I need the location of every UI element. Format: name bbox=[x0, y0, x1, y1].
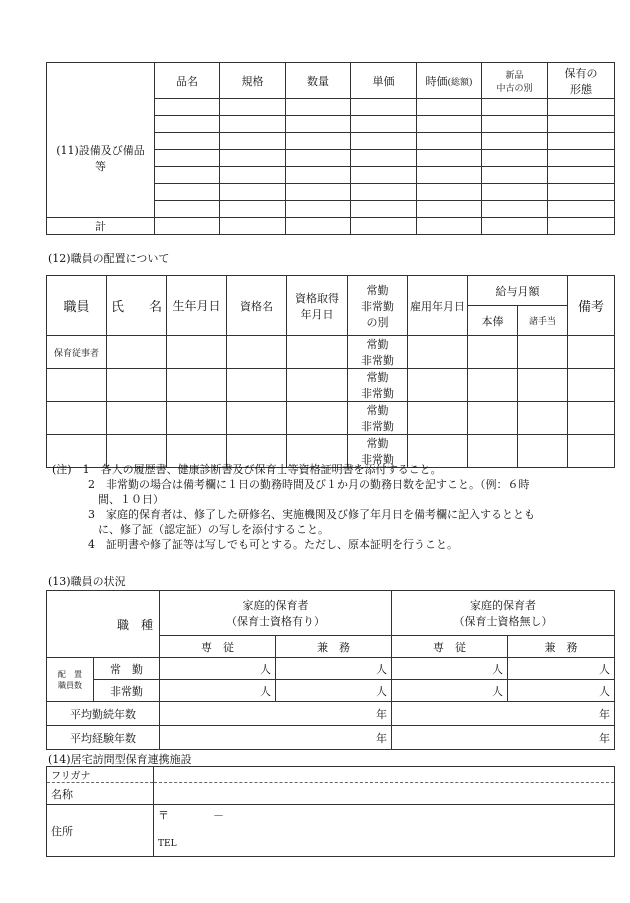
h-note: 備考 bbox=[568, 276, 615, 336]
h-salary: 給与月額 bbox=[468, 276, 568, 306]
avg-years-label: 平均勤続年数 bbox=[47, 702, 160, 726]
name-label: 名称 bbox=[47, 783, 154, 805]
g1-sen: 専 従 bbox=[160, 636, 276, 658]
section13-title: (13)職員の状況 bbox=[48, 575, 126, 588]
full-label: 常 勤 bbox=[94, 658, 160, 680]
col-qty: 数量 bbox=[286, 63, 351, 99]
address-label: 住所 bbox=[47, 805, 154, 857]
cell-person: 人 bbox=[392, 658, 508, 680]
avg-exp-g2: 年 bbox=[392, 726, 615, 750]
part-label: 非常勤 bbox=[94, 680, 160, 702]
g2-sen: 専 従 bbox=[392, 636, 508, 658]
group1: 家庭的保育者 （保育士資格有り） bbox=[160, 591, 392, 636]
row1-type: 常勤 非常勤 bbox=[348, 336, 408, 369]
note-3a: 3 家庭的保育者は、修了した研修名、実施機関及び修了年月日を備考欄に記入するととも bbox=[88, 508, 535, 521]
col-market-value: 時価(総額) bbox=[417, 63, 482, 99]
h-qual-date: 資格取得 年月日 bbox=[287, 276, 348, 336]
g1-ken: 兼 務 bbox=[276, 636, 392, 658]
col-spec: 規格 bbox=[220, 63, 286, 99]
section14-title: (14)居宅訪問型保育連携施設 bbox=[48, 753, 192, 766]
avg-years-g1: 年 bbox=[160, 702, 392, 726]
note-1: 1 各人の履歴書、健康診断書及び保育士等資格証明書を添付すること。 bbox=[82, 463, 442, 476]
h-type: 常勤 非常勤 の別 bbox=[348, 276, 408, 336]
cell-person: 人 bbox=[508, 658, 615, 680]
haichi-label: 配 置 職員数 bbox=[47, 658, 94, 702]
h-role: 職員 bbox=[47, 276, 107, 336]
row4-type: 常勤 非常勤 bbox=[348, 435, 408, 468]
cell-person: 人 bbox=[276, 658, 392, 680]
notes bbox=[52, 462, 612, 552]
avg-years-g2: 年 bbox=[392, 702, 615, 726]
tel-label: TEL bbox=[158, 839, 177, 849]
h-allow: 諸手当 bbox=[518, 306, 568, 336]
address-field[interactable] bbox=[154, 805, 615, 857]
row2-type: 常勤 非常勤 bbox=[348, 369, 408, 402]
note-2b: 間、１０日） bbox=[98, 493, 164, 506]
note-2a: 2 非常勤の場合は備考欄に１日の勤務時間及び１か月の勤務日数を記すこと。（例：６時 bbox=[88, 478, 530, 491]
g2-ken: 兼 務 bbox=[508, 636, 615, 658]
staff-status-table bbox=[46, 590, 615, 750]
col-item-name: 品名 bbox=[155, 63, 220, 99]
h-hire: 雇用年月日 bbox=[408, 276, 468, 336]
cell-person: 人 bbox=[160, 658, 276, 680]
cell-person: 人 bbox=[276, 680, 392, 702]
group2: 家庭的保育者 （保育士資格無し） bbox=[392, 591, 615, 636]
equipment-label: (11)設備及び備品 等 bbox=[47, 99, 155, 218]
h-base: 本俸 bbox=[468, 306, 518, 336]
partner-facility-table bbox=[46, 766, 615, 857]
h-name: 氏 名 bbox=[107, 276, 167, 336]
cell-person: 人 bbox=[508, 680, 615, 702]
cell-person: 人 bbox=[160, 680, 276, 702]
col-ownership: 保有の 形態 bbox=[548, 63, 615, 99]
h-qual: 資格名 bbox=[227, 276, 287, 336]
note-4: 4 証明書や修了証等は写しでも可とする。ただし、原本証明を行うこと。 bbox=[88, 538, 458, 551]
name-field[interactable] bbox=[154, 783, 615, 805]
postal-mark: 〒 － bbox=[158, 809, 224, 822]
row3-type: 常勤 非常勤 bbox=[348, 402, 408, 435]
avg-exp-label: 平均経験年数 bbox=[47, 726, 160, 750]
h-birth: 生年月日 bbox=[167, 276, 227, 336]
note-3b: に、修了証（認定証）の写しを添付すること。 bbox=[98, 523, 329, 536]
section12-title: (12)職員の配置について bbox=[48, 252, 170, 265]
row1-role: 保育従事者 bbox=[47, 336, 107, 369]
cell-person: 人 bbox=[392, 680, 508, 702]
total-label: 計 bbox=[47, 218, 155, 235]
staff-table bbox=[46, 275, 615, 468]
equipment-table bbox=[46, 62, 615, 235]
furigana-field[interactable] bbox=[154, 767, 615, 783]
furigana-label: フリガナ bbox=[47, 767, 154, 783]
col-new-used: 新品 中古の別 bbox=[482, 63, 548, 99]
col-unit-price: 単価 bbox=[351, 63, 417, 99]
notes-head: (注) bbox=[52, 463, 72, 476]
kind-label: 職 種 bbox=[47, 591, 160, 658]
avg-exp-g1: 年 bbox=[160, 726, 392, 750]
